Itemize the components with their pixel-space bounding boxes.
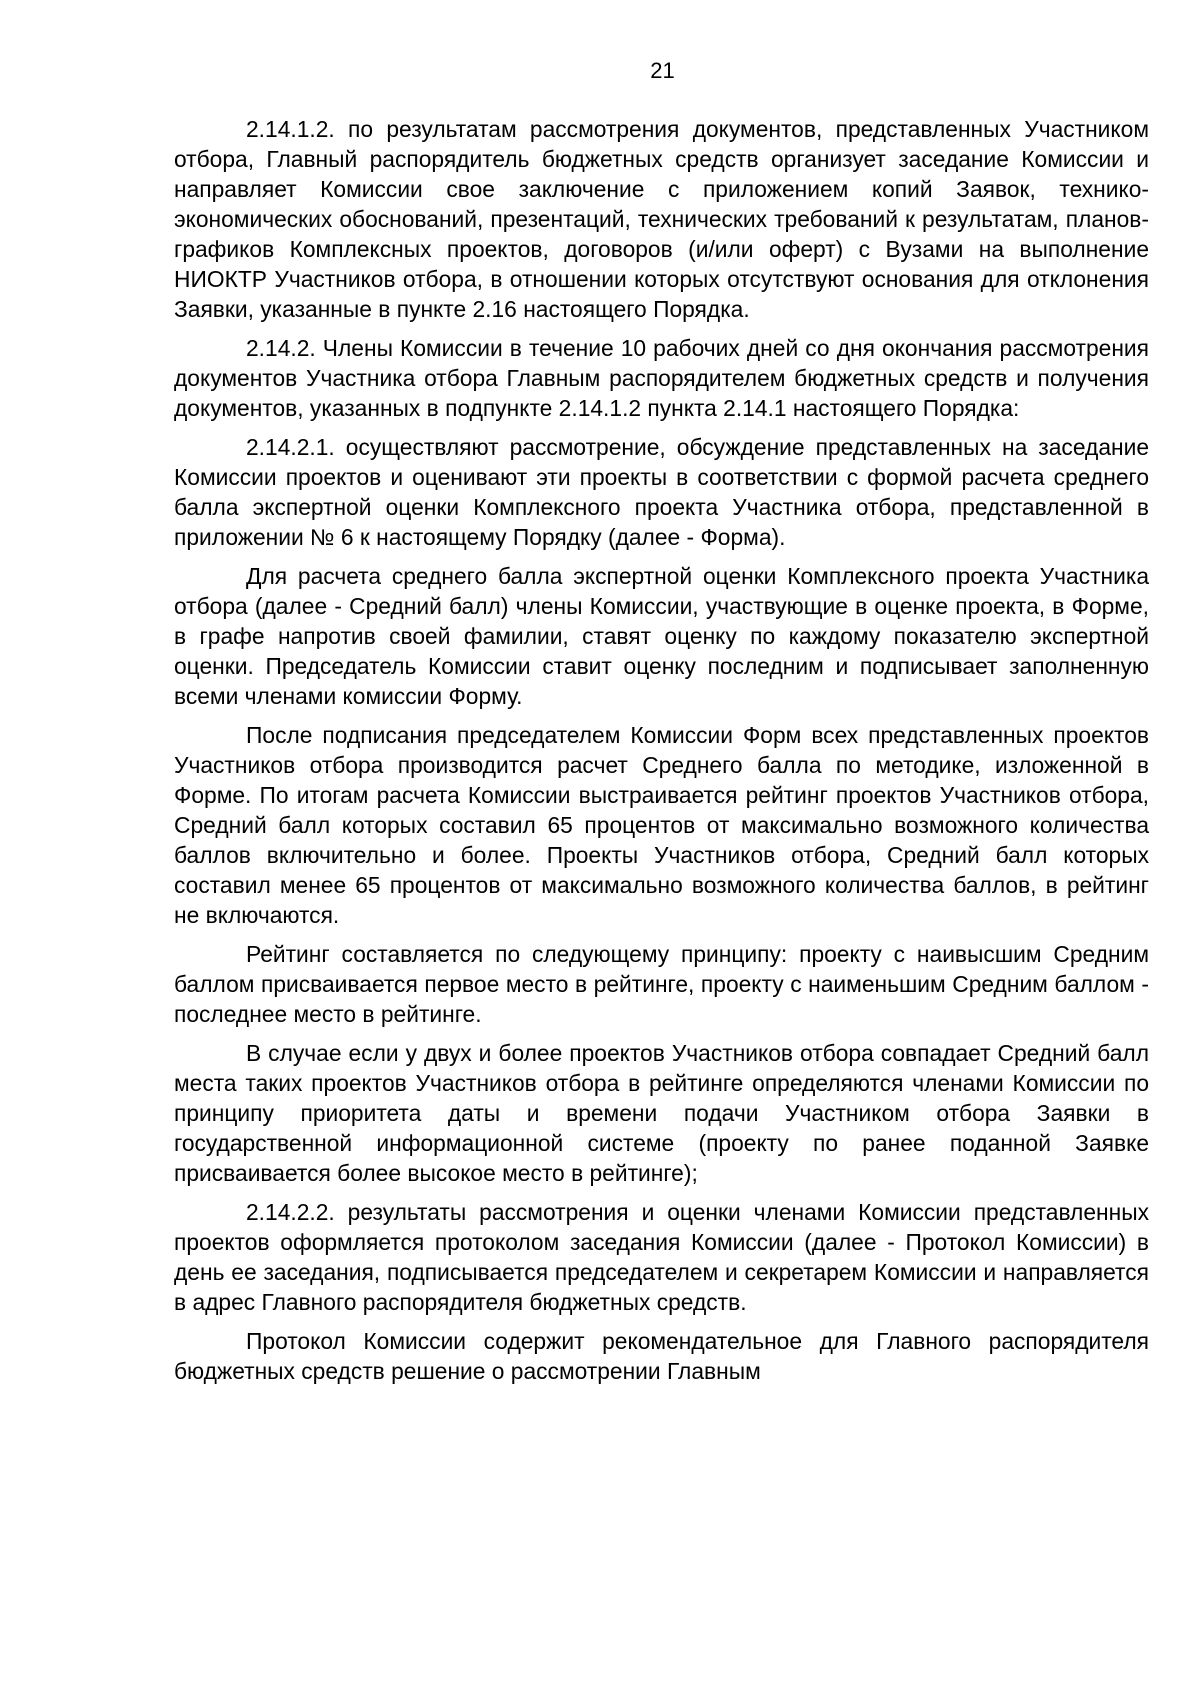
paragraph-average-score: Для расчета среднего балла экспертной оценки Комплексного проекта Участника отбора (далее - Средний балл) члены Комиссии, участвующие в оценке проекта, в Форме, в графе напротив своей фамилии, ставят оценку по каждому показателю экспертной оценки. Председатель Комиссии ставит оценку последним и подписывает заполненную всеми членами комиссии Форму. bbox=[174, 563, 1149, 709]
paragraph-2-14-2-1: 2.14.2.1. осуществляют рассмотрение, обсуждение представленных на заседание Комиссии проектов и оценивают эти проекты в соответствии с формой расчета среднего балла экспертной оценки Комплексного проекта Участника отбора, представленной в приложении № 6 к настоящему Порядку (далее - Форма). bbox=[174, 434, 1149, 550]
page-number: 21 bbox=[650, 58, 675, 83]
paragraph-2-14-2-2: 2.14.2.2. результаты рассмотрения и оценки членами Комиссии представленных проектов оформляется протоколом заседания Комиссии (далее - Протокол Комиссии) в день ее заседания, подписывается председателем и секретарем Комиссии и направляется в адрес Главного распорядителя бюджетных средств. bbox=[174, 1199, 1149, 1315]
paragraph-2-14-1-2: 2.14.1.2. по результатам рассмотрения документов, представленных Участником отбора, Главный распорядитель бюджетных средств организует заседание Комиссии и направляет Комиссии свое заключение с приложением копий Заявок, технико-экономических обоснований, презентаций, технических требований к результатам, планов-графиков Комплексных проектов, договоров (и/или оферт) с Вузами на выполнение НИОКТР Участников отбора, в отношении которых отсутствуют основания для отклонения Заявки, указанные в пункте 2.16 настоящего Порядка. bbox=[174, 116, 1149, 322]
document-body bbox=[174, 114, 1149, 1395]
paragraph-rating-calculation: После подписания председателем Комиссии Форм всех представленных проектов Участников отбора производится расчет Среднего балла по методике, изложенной в Форме. По итогам расчета Комиссии выстраивается рейтинг проектов Участников отбора, Средний балл которых составил 65 процентов от максимально возможного количества баллов включительно и более. Проекты Участников отбора, Средний балл которых составил менее 65 процентов от максимально возможного количества баллов, в рейтинг не включаются. bbox=[174, 722, 1149, 928]
paragraph-2-14-2: 2.14.2. Члены Комиссии в течение 10 рабочих дней со дня окончания рассмотрения документов Участника отбора Главным распорядителем бюджетных средств и получения документов, указанных в подпункте 2.14.1.2 пункта 2.14.1 настоящего Порядка: bbox=[174, 335, 1149, 421]
paragraph-rating-principle: Рейтинг составляется по следующему принципу: проекту с наивысшим Средним баллом присваивается первое место в рейтинге, проекту с наименьшим Средним баллом - последнее место в рейтинге. bbox=[174, 941, 1149, 1027]
paragraph-equal-score: В случае если у двух и более проектов Участников отбора совпадает Средний балл места таких проектов Участников отбора в рейтинге определяются членами Комиссии по принципу приоритета даты и времени подачи Участником отбора Заявки в государственной информационной системе (проекту по ранее поданной Заявке присваивается более высокое место в рейтинге); bbox=[174, 1040, 1149, 1186]
paragraph-protocol: Протокол Комиссии содержит рекомендательное для Главного распорядителя бюджетных средств решение о рассмотрении Главным bbox=[174, 1328, 1149, 1384]
